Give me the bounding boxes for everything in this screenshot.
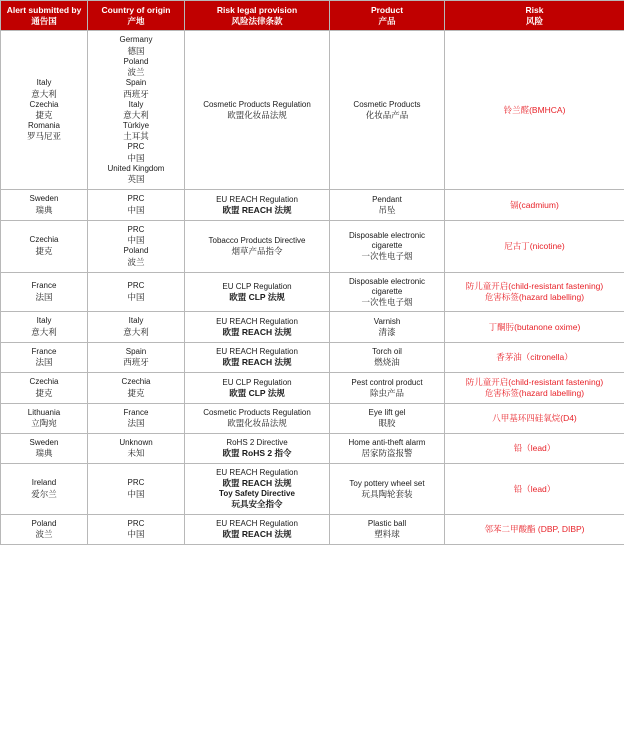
column-header-risk-legal-provision — [185, 1, 330, 31]
cell-alert-submitted-by — [1, 220, 88, 272]
provision-zh: 欧盟化妆品法规 — [227, 417, 287, 428]
cell-country-of-origin — [88, 403, 185, 433]
cell-alert-submitted-by-line: 爱尔兰 — [31, 488, 57, 499]
product-en: Disposable electronic cigarette — [348, 230, 426, 250]
cell-product — [330, 373, 445, 403]
cell-country-of-origin-line: 土耳其 — [123, 131, 149, 142]
cell-alert-submitted-by — [1, 403, 88, 433]
cell-country-of-origin-line: 捷克 — [127, 387, 145, 398]
cell-risk-legal-provision — [185, 220, 330, 272]
cell-alert-submitted-by-line: 意大利 — [31, 326, 57, 337]
cell-country-of-origin-line: Italy — [128, 316, 144, 326]
cell-alert-submitted-by-line: Czechia — [29, 377, 59, 387]
cell-alert-submitted-by-line: Sweden — [29, 438, 59, 447]
product-zh: 燃烧油 — [374, 357, 400, 368]
cell-risk-legal-provision — [185, 434, 330, 464]
product-en: Eye lift gel — [368, 407, 406, 417]
cell-alert-submitted-by — [1, 464, 88, 514]
cell-country-of-origin — [88, 272, 185, 312]
cell-risk-legal-provision — [185, 514, 330, 544]
cell-alert-submitted-by — [1, 190, 88, 220]
column-header-zh: 风险 — [525, 15, 543, 26]
cell-alert-submitted-by-line: 瑞典 — [35, 204, 53, 215]
table-body — [1, 31, 624, 545]
cell-country-of-origin-line: PRC — [127, 142, 145, 152]
cell-country-of-origin — [88, 312, 185, 342]
product-zh: 清漆 — [378, 326, 396, 337]
cell-country-of-origin — [88, 220, 185, 272]
cell-country-of-origin-line: PRC — [127, 281, 145, 291]
provision-zh: 欧盟 REACH 法规 — [222, 326, 292, 337]
column-header-country-of-origin — [88, 1, 185, 31]
provision-zh: 欧盟 RoHS 2 指令 — [222, 448, 292, 459]
cell-country-of-origin-line: 中国 — [127, 204, 145, 215]
column-header-zh: 风险法律条款 — [231, 15, 283, 26]
cell-country-of-origin — [88, 464, 185, 514]
cell-country-of-origin-line: 中国 — [127, 235, 145, 246]
cell-risk-legal-provision — [185, 373, 330, 403]
risk-line: 镉(cadmium) — [510, 199, 559, 210]
cell-country-of-origin-line: 中国 — [127, 152, 145, 163]
cell-country-of-origin-line: Poland — [123, 246, 149, 256]
provision-en: EU CLP Regulation — [222, 377, 292, 387]
column-header-en: Country of origin — [101, 5, 171, 15]
provision-extra-zh: 玩具安全指令 — [231, 499, 283, 510]
table-header — [1, 1, 624, 31]
cell-alert-submitted-by-line: Italy — [36, 316, 52, 326]
cell-alert-submitted-by-line: Sweden — [29, 194, 59, 204]
product-en: Cosmetic Products — [353, 99, 421, 109]
cell-risk — [445, 342, 624, 372]
cell-risk — [445, 190, 624, 220]
cell-country-of-origin — [88, 514, 185, 544]
product-zh: 一次性电子烟 — [361, 250, 413, 261]
risk-line: 尼古丁(nicotine) — [504, 240, 565, 251]
risk-line: 八甲基环四硅氧烷(D4) — [492, 412, 577, 423]
table-row — [1, 272, 624, 312]
product-en: Pest control product — [351, 377, 423, 387]
cell-alert-submitted-by-line: Lithuania — [27, 407, 61, 417]
cell-country-of-origin — [88, 31, 185, 190]
product-zh: 化妆品产品 — [365, 109, 409, 120]
cell-alert-submitted-by-line: France — [31, 346, 57, 356]
cell-alert-submitted-by — [1, 312, 88, 342]
product-zh: 眼胶 — [378, 417, 396, 428]
cell-alert-submitted-by-line: Czechia — [29, 99, 59, 109]
cell-product — [330, 220, 445, 272]
product-zh: 居家防盗报警 — [361, 448, 413, 459]
cell-country-of-origin-line: PRC — [127, 194, 145, 204]
product-zh: 玩具陶轮套装 — [361, 488, 413, 499]
cell-alert-submitted-by-line: 立陶宛 — [31, 417, 57, 428]
cell-country-of-origin-line: 意大利 — [123, 326, 149, 337]
cell-country-of-origin-line: PRC — [127, 478, 145, 488]
cell-risk-legal-provision — [185, 31, 330, 190]
cell-risk-legal-provision — [185, 312, 330, 342]
cell-country-of-origin-line: 西班牙 — [123, 357, 149, 368]
product-zh: 吊坠 — [378, 204, 396, 215]
column-header-product — [330, 1, 445, 31]
product-zh: 除虫产品 — [369, 387, 404, 398]
table-row — [1, 31, 624, 190]
cell-country-of-origin — [88, 190, 185, 220]
column-header-en: Risk — [525, 5, 544, 15]
cell-risk — [445, 220, 624, 272]
cell-alert-submitted-by-line: 法国 — [35, 357, 53, 368]
risk-line: 铅（lead） — [513, 443, 556, 454]
cell-alert-submitted-by — [1, 373, 88, 403]
provision-en: EU REACH Regulation — [216, 316, 298, 326]
cell-risk-legal-provision — [185, 190, 330, 220]
provision-zh: 欧盟 CLP 法规 — [229, 291, 285, 302]
provision-en: Tobacco Products Directive — [208, 235, 306, 245]
cell-country-of-origin-line: Poland — [123, 56, 149, 66]
cell-risk-legal-provision — [185, 342, 330, 372]
cell-alert-submitted-by-line: Italy — [36, 78, 52, 88]
column-header-risk — [445, 1, 624, 31]
provision-zh: 欧盟 REACH 法规 — [222, 529, 292, 540]
provision-en: EU REACH Regulation — [216, 194, 298, 204]
table-row — [1, 220, 624, 272]
cell-alert-submitted-by-line: France — [31, 281, 57, 291]
cell-alert-submitted-by — [1, 31, 88, 190]
cell-country-of-origin-line: 波兰 — [127, 256, 145, 267]
table-row — [1, 373, 624, 403]
cell-alert-submitted-by — [1, 342, 88, 372]
cell-country-of-origin-line: PRC — [127, 224, 145, 234]
cell-product — [330, 312, 445, 342]
cell-country-of-origin — [88, 373, 185, 403]
cell-country-of-origin-line: Czechia — [121, 377, 151, 387]
table-row — [1, 312, 624, 342]
cell-risk — [445, 31, 624, 190]
product-zh: 塑料球 — [374, 529, 400, 540]
cell-country-of-origin-line: 西班牙 — [123, 88, 149, 99]
cell-risk-legal-provision — [185, 403, 330, 433]
cell-country-of-origin-line: 英国 — [127, 174, 145, 185]
cell-risk — [445, 434, 624, 464]
cell-alert-submitted-by-line: Czechia — [29, 235, 59, 245]
cell-country-of-origin-line: Italy — [128, 99, 144, 109]
cell-alert-submitted-by-line: 罗马尼亚 — [26, 131, 61, 142]
cell-risk-legal-provision — [185, 272, 330, 312]
provision-zh: 欧盟 CLP 法规 — [229, 387, 285, 398]
provision-zh: 欧盟化妆品法规 — [227, 109, 287, 120]
cell-alert-submitted-by-line: Ireland — [31, 478, 57, 488]
cell-risk-legal-provision — [185, 464, 330, 514]
cell-country-of-origin-line: Unknown — [119, 438, 153, 447]
risk-line: 铅（lead） — [513, 483, 556, 494]
provision-en: EU CLP Regulation — [222, 281, 292, 291]
cell-country-of-origin-line: 中国 — [127, 488, 145, 499]
table-row — [1, 464, 624, 514]
risk-line: 香茅油（citronella） — [496, 352, 573, 363]
cell-risk — [445, 373, 624, 403]
cell-product — [330, 434, 445, 464]
cell-country-of-origin-line: United Kingdom — [107, 163, 165, 173]
cell-country-of-origin-line: 意大利 — [123, 109, 149, 120]
product-en: Disposable electronic cigarette — [348, 276, 426, 296]
cell-country-of-origin — [88, 342, 185, 372]
table-row — [1, 190, 624, 220]
cell-alert-submitted-by-line: Poland — [31, 518, 57, 528]
column-header-en: Risk legal provision — [216, 5, 298, 15]
cell-product — [330, 272, 445, 312]
table-row — [1, 434, 624, 464]
provision-en: EU REACH Regulation — [216, 519, 298, 529]
risk-line: 铃兰醛(BMHCA) — [503, 104, 566, 115]
product-en: Varnish — [373, 316, 401, 326]
cell-country-of-origin — [88, 434, 185, 464]
cell-country-of-origin-line: 中国 — [127, 291, 145, 302]
cell-country-of-origin-line: Türkiye — [122, 121, 150, 130]
product-en: Home anti-theft alarm — [348, 438, 426, 448]
risk-line: 邻苯二甲酸酯 (DBP, DIBP) — [484, 524, 585, 535]
product-en: Toy pottery wheel set — [349, 478, 425, 488]
cell-risk — [445, 312, 624, 342]
product-zh: 一次性电子烟 — [361, 296, 413, 307]
column-header-en: Product — [370, 5, 404, 15]
cell-country-of-origin-line: Spain — [125, 346, 147, 356]
cell-alert-submitted-by-line: 法国 — [35, 291, 53, 302]
column-header-zh: 产品 — [378, 15, 396, 26]
table-row — [1, 342, 624, 372]
provision-en: Cosmetic Products Regulation — [203, 407, 311, 417]
cell-country-of-origin-line: Spain — [125, 78, 147, 88]
cell-risk — [445, 514, 624, 544]
risk-line: 防儿童开启(child-resistant fastening) — [465, 281, 604, 292]
cell-alert-submitted-by-line: 捷克 — [35, 109, 53, 120]
cell-country-of-origin-line: 法国 — [127, 417, 145, 428]
cell-product — [330, 31, 445, 190]
cell-country-of-origin-line: France — [123, 407, 149, 417]
cell-country-of-origin-line: 中国 — [127, 529, 145, 540]
cell-alert-submitted-by-line: 波兰 — [35, 529, 53, 540]
column-header-en: Alert submitted by — [6, 5, 82, 15]
cell-alert-submitted-by — [1, 514, 88, 544]
cell-country-of-origin-line: 德国 — [127, 45, 145, 56]
cell-alert-submitted-by-line: 意大利 — [31, 88, 57, 99]
column-header-alert-submitted-by — [1, 1, 88, 31]
provision-en: Cosmetic Products Regulation — [203, 99, 311, 109]
cell-product — [330, 342, 445, 372]
provision-en: RoHS 2 Directive — [226, 438, 288, 448]
cell-country-of-origin-line: 波兰 — [127, 67, 145, 78]
provision-zh: 欧盟 REACH 法规 — [222, 478, 292, 489]
provision-zh: 欧盟 REACH 法规 — [222, 357, 292, 368]
cell-product — [330, 514, 445, 544]
cell-country-of-origin-line: Germany — [119, 35, 153, 45]
risk-line: 危害标签(hazard labelling) — [484, 291, 585, 302]
provision-en: EU REACH Regulation — [216, 347, 298, 357]
risk-line: 丁酮肟(butanone oxime) — [488, 321, 581, 332]
product-en: Pendant — [372, 194, 402, 204]
risk-line: 危害标签(hazard labelling) — [484, 387, 585, 398]
column-header-zh: 通告国 — [31, 15, 57, 26]
cell-product — [330, 403, 445, 433]
provision-zh: 烟草产品指令 — [231, 245, 283, 256]
cell-alert-submitted-by-line: Romania — [27, 121, 60, 130]
cell-alert-submitted-by — [1, 272, 88, 312]
product-en: Plastic ball — [367, 519, 407, 529]
product-en: Torch oil — [372, 347, 402, 357]
cell-alert-submitted-by-line: 捷克 — [35, 245, 53, 256]
column-header-zh: 产地 — [127, 15, 145, 26]
cell-risk — [445, 403, 624, 433]
cell-product — [330, 464, 445, 514]
table-row — [1, 403, 624, 433]
cell-country-of-origin-line: 未知 — [127, 448, 145, 459]
cell-risk — [445, 272, 624, 312]
cell-country-of-origin-line: PRC — [127, 518, 145, 528]
header-row — [1, 1, 624, 31]
cell-risk — [445, 464, 624, 514]
cell-product — [330, 190, 445, 220]
risk-line: 防儿童开启(child-resistant fastening) — [465, 377, 604, 388]
provision-zh: 欧盟 REACH 法规 — [222, 204, 292, 215]
cell-alert-submitted-by — [1, 434, 88, 464]
table-row — [1, 514, 624, 544]
cell-alert-submitted-by-line: 捷克 — [35, 387, 53, 398]
cell-alert-submitted-by-line: 瑞典 — [35, 448, 53, 459]
provision-extra-en: Toy Safety Directive — [219, 489, 295, 499]
provision-en: EU REACH Regulation — [216, 468, 298, 478]
